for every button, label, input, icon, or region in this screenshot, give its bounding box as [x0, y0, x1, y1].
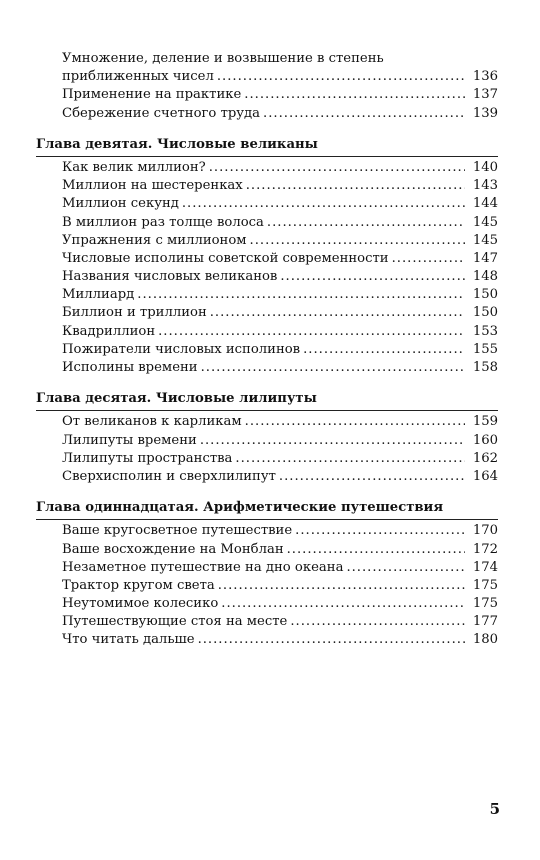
- toc-page-number: 148: [472, 269, 498, 285]
- toc-entry-title: Лилипуты времени: [62, 432, 197, 448]
- toc-entry-title: Ваше восхождение на Монблан: [62, 541, 284, 557]
- dot-leader: [158, 323, 465, 341]
- toc-entry: [36, 268, 498, 286]
- toc-entry-multiline: [36, 50, 498, 86]
- toc-entry: [36, 613, 498, 631]
- dot-leader: [210, 304, 465, 322]
- chapter-heading: Глава одиннадцатая. Арифметические путешествия: [36, 499, 498, 520]
- toc-entry-title: Миллион секунд: [62, 196, 179, 212]
- toc-entry: [36, 595, 498, 613]
- toc-entry-title: Упражнения с миллионом: [62, 232, 247, 248]
- dot-leader: [137, 286, 465, 304]
- dot-leader: [250, 232, 465, 250]
- toc-entry-title: Названия числовых великанов: [62, 269, 278, 285]
- toc-entry: [36, 413, 498, 431]
- toc-page-number: 177: [472, 614, 498, 630]
- toc-page-number: 172: [472, 541, 498, 557]
- dot-leader: [245, 413, 465, 431]
- toc-entry: [36, 341, 498, 359]
- toc-page-number: 155: [472, 341, 498, 357]
- toc-page-number: 175: [472, 596, 498, 612]
- dot-leader: [267, 214, 465, 232]
- toc-page-number: 160: [472, 432, 498, 448]
- dot-leader: [287, 541, 465, 559]
- toc-page-number: 174: [472, 559, 498, 575]
- toc-page-number: 150: [472, 287, 498, 303]
- toc-entry-title: Путешествующие стоя на месте: [62, 614, 288, 630]
- toc-entry-title: Ваше кругосветное путешествие: [62, 523, 293, 539]
- toc-entry-title: Сверхисполин и сверхлилипут: [62, 468, 276, 484]
- toc-entry: [36, 522, 498, 540]
- toc-entry-title: Миллион на шестеренках: [62, 178, 243, 194]
- toc-entry: [36, 105, 498, 123]
- toc-entry-title: Применение на практике: [62, 87, 242, 103]
- toc-page-number: 139: [472, 105, 498, 121]
- dot-leader: [201, 359, 465, 377]
- toc-page-number: 180: [472, 632, 498, 648]
- toc-entry-title: В миллион раз толще волоса: [62, 214, 264, 230]
- dot-leader: [217, 68, 465, 86]
- toc-page-number: 150: [472, 305, 498, 321]
- dot-leader: [218, 577, 465, 595]
- toc-entry-title: Лилипуты пространства: [62, 450, 233, 466]
- toc-entry-title: Квадриллион: [62, 323, 156, 339]
- dot-leader: [295, 522, 465, 540]
- toc-entry: [36, 541, 498, 559]
- toc-entry-title-line1: Умножение, деление и возвышение в степень: [62, 51, 384, 66]
- toc-page-number: 145: [472, 214, 498, 230]
- toc-entry: [36, 86, 498, 104]
- toc-entry: [36, 214, 498, 232]
- dot-leader: [346, 559, 465, 577]
- toc-page-number: 136: [472, 69, 498, 85]
- toc-page-number: 145: [472, 232, 498, 248]
- toc-page-number: 159: [472, 414, 498, 430]
- dot-leader: [290, 613, 465, 631]
- toc-entry: [36, 450, 498, 468]
- toc-entry: [36, 468, 498, 486]
- dot-leader: [246, 177, 465, 195]
- dot-leader: [182, 195, 465, 213]
- toc-entry-title: Неутомимое колесико: [62, 596, 219, 612]
- dot-leader: [200, 432, 465, 450]
- toc-entry: [36, 359, 498, 377]
- toc-page-number: 147: [472, 250, 498, 266]
- toc-page-number: 158: [472, 360, 498, 375]
- page-number: 5: [489, 800, 500, 818]
- dot-leader: [280, 268, 465, 286]
- toc-entry-title: Что читать дальше: [62, 632, 195, 648]
- toc-page-number: 143: [472, 178, 498, 194]
- toc-page-number: 170: [472, 523, 498, 539]
- dot-leader: [235, 450, 465, 468]
- toc-entry-title: Как велик миллион?: [62, 159, 206, 175]
- chapter-heading: Глава десятая. Числовые лилипуты: [36, 390, 498, 411]
- toc-entry: [36, 195, 498, 213]
- toc-entry-title: Числовые исполины советской современности: [62, 250, 389, 266]
- toc-entry-title: Биллион и триллион: [62, 305, 207, 321]
- toc-entry: [36, 286, 498, 304]
- toc-entry: [36, 250, 498, 268]
- toc-page-number: 175: [472, 577, 498, 593]
- dot-leader: [279, 468, 465, 486]
- chapter-heading: Глава девятая. Числовые великаны: [36, 136, 498, 157]
- dot-leader: [221, 595, 465, 613]
- dot-leader: [244, 86, 465, 104]
- toc-entry-title: От великанов к карликам: [62, 414, 242, 430]
- toc-entry: [36, 631, 498, 649]
- toc-entry-title-line2: приближенных чисел: [62, 69, 214, 85]
- toc-entry: [36, 323, 498, 341]
- toc-entry-title: Миллиард: [62, 287, 135, 303]
- toc-entry-title: Исполины времени: [62, 360, 198, 375]
- dot-leader: [392, 250, 465, 268]
- toc-page-number: 164: [472, 468, 498, 484]
- toc-entry-title: Пожиратели числовых исполинов: [62, 341, 301, 357]
- toc-entry: [36, 177, 498, 195]
- dot-leader: [198, 631, 465, 649]
- toc-entry: [36, 577, 498, 595]
- toc-page-number: 144: [472, 196, 498, 212]
- chapters-container: [36, 136, 498, 650]
- table-of-contents: [36, 50, 498, 650]
- toc-page-number: 140: [472, 159, 498, 175]
- toc-page-number: 162: [472, 450, 498, 466]
- toc-page-number: 137: [472, 87, 498, 103]
- toc-entry: [36, 159, 498, 177]
- toc-entry: [36, 232, 498, 250]
- dot-leader: [263, 105, 465, 123]
- toc-entry: [62, 68, 498, 86]
- toc-entry-title: Трактор кругом света: [62, 577, 215, 593]
- dot-leader: [209, 159, 465, 177]
- toc-entry: [36, 559, 498, 577]
- toc-entry: [36, 432, 498, 450]
- toc-entry-title: Незаметное путешествие на дно океана: [62, 559, 344, 575]
- toc-entry-title: Сбережение счетного труда: [62, 105, 261, 121]
- toc-page-number: 153: [472, 323, 498, 339]
- dot-leader: [303, 341, 465, 359]
- toc-entry: [36, 304, 498, 322]
